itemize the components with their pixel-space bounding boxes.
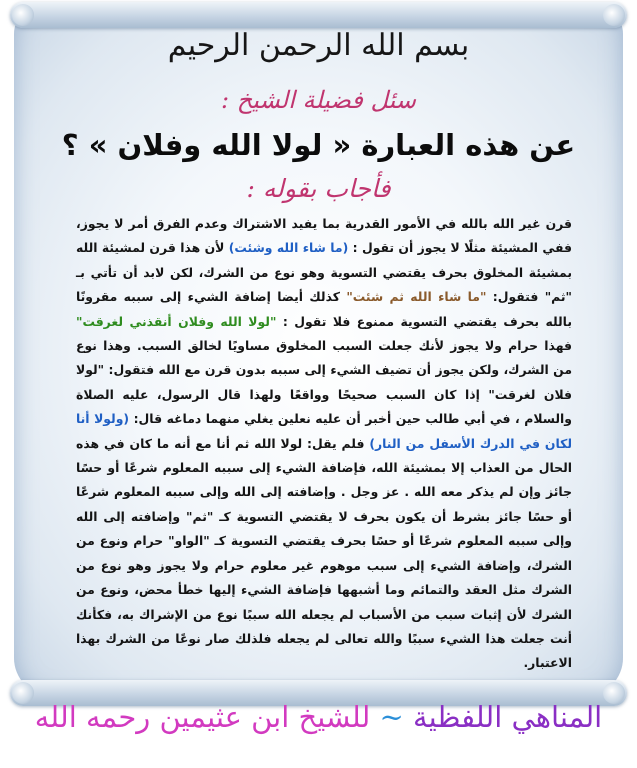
hadith-quote: (ولولا أنا لكان في الدرك الأسفل من النار) <box>76 411 572 451</box>
answer-body <box>76 212 572 676</box>
scroll-top-roll <box>10 2 627 28</box>
body-text-segment: لأن هذا قرن لمشيئة الله بمشيئة المخلوق بحرف يقتضي التسوية وهو نوع من الشرك، لكن لابد أن تأتي بـ "ثم" فتقول: <box>76 240 572 305</box>
body-text-segment: كذلك أيضا إضافة الشيء إلى سببه مقرونًا بالله بحرف يقتضي التسوية ممنوع فلا تقول : <box>76 289 572 329</box>
quoted-phrase: "ما شاء الله ثم شئت" <box>346 289 487 305</box>
page-title: عن هذه العبارة « لولا الله وفلان » ؟ <box>61 128 576 162</box>
answer-label: فأجاب بقوله : <box>246 174 391 203</box>
question-label: سئل فضيلة الشيخ : <box>221 86 416 114</box>
footer-separator: ~ <box>379 700 404 734</box>
body-text-segment: فلم يقل: لولا الله ثم أنا مع أنه ما كان في هذه الحال من العذاب إلا بمشيئة الله، فإضافة الشيء إلى سببه المعلوم شرعًا أو حسًا جائز وإن لم يذكر معه الله . عز وجل . وإضافته إلى الله وإلى سببه المعلوم شرعًا أو حسًا جائز بشرط أن يكون بحرف لا يقتضي التسوية كـ "ثم" وإضافته إلى الله وإلى سببه المعلوم شرعًا أو حسًا بحرف يقتضي التسوية كـ "الواو" حرام ونوع من الشرك، وإضافة الشيء إلى سبب موهوم غير معلوم حرام ولا يجوز وهو نوع من الشرك مثل العقد والتمائم وما أشبهها فإضافة الشيء إليها خطأ محض، ونوع من الشرك لأن إثبات سبب من الأسباب لم يجعله الله سببًا نوع من الإشراك به، فكأنك أنت جعلت هذا الشيء سببًا والله تعالى لم يجعله فلذلك صار نوعًا من الشرك بهذا الاعتبار. <box>76 435 572 671</box>
quoted-phrase: (ما شاء الله وشئت) <box>228 240 349 256</box>
quoted-phrase: "لولا الله وفلان أنقذني لغرقت" <box>76 313 277 329</box>
basmala-calligraphy: بسم الله الرحمن الرحيم <box>167 28 470 63</box>
footer-author: للشيخ ابن عثيمين رحمه الله <box>34 700 371 734</box>
body-text-segment: قرن غير الله بالله في الأمور القدرية بما يفيد الاشتراك وعدم الفرق أمر لا يجوز، ففي المشيئة مثلًا لا يجوز أن تقول : <box>76 216 572 256</box>
footer-book-title: المناهي اللفظية <box>413 700 603 734</box>
body-text-segment: فهذا حرام ولا يجوز لأنك جعلت السبب المخلوق مساويًا لخالق السبب. وهذا نوع من الشرك، ولكن يجوز أن تضيف الشيء إلى سببه بدون قرن مع الله فتقول: "لولا فلان لغرقت" إذا كان السبب صحيحًا وواقعًا ولهذا قال الرسول، عليه الصلاة والسلام ، في أبي طالب حين أخبر أن عليه نعلين يغلي منهما دماغه قال: <box>76 338 572 427</box>
footer-source <box>0 700 637 734</box>
